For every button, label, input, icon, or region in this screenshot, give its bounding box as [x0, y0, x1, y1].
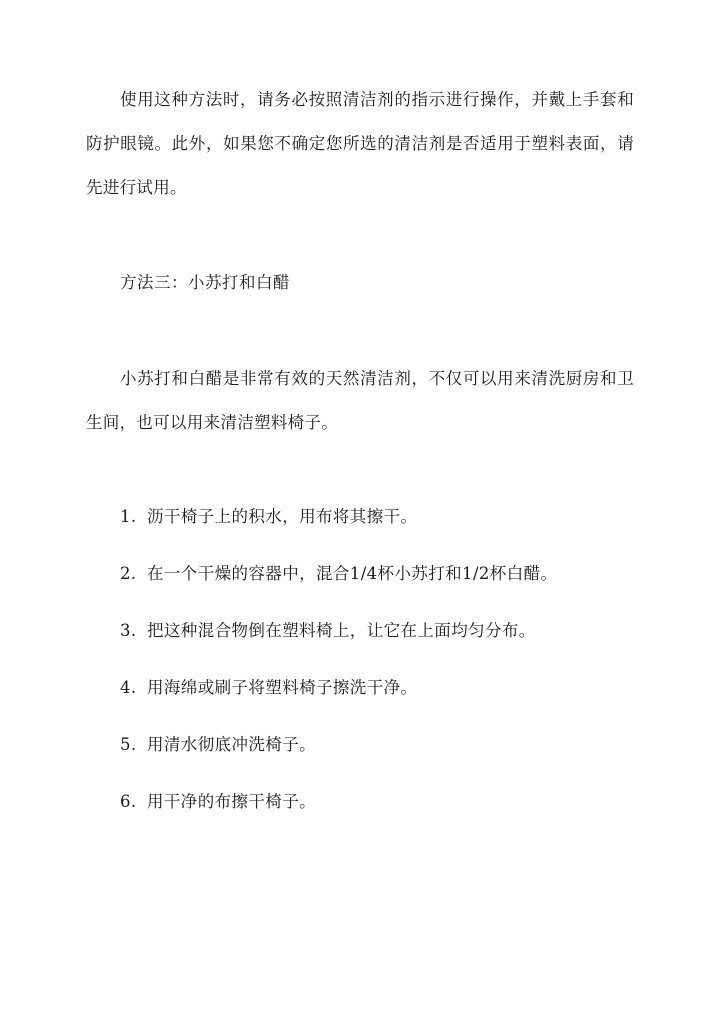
- list-item: [120, 619, 557, 676]
- step-number: 3.: [120, 621, 137, 640]
- step-number: 4.: [120, 678, 137, 697]
- step-text: 用干净的布擦干椅子。: [147, 792, 316, 811]
- list-item: [120, 733, 557, 790]
- step-text: 沥干椅子上的积水，用布将其擦干。: [147, 507, 418, 526]
- step-text: 在一个干燥的容器中，混合1/4杯小苏打和1/2杯白醋。: [147, 564, 558, 583]
- step-text: 把这种混合物倒在塑料椅上，让它在上面均匀分布。: [147, 621, 536, 640]
- step-number: 1.: [120, 507, 137, 526]
- list-item: [120, 562, 557, 619]
- step-text: 用清水彻底冲洗椅子。: [147, 735, 316, 754]
- step-number: 6.: [120, 792, 137, 811]
- step-number: 2.: [120, 564, 137, 583]
- list-item: [120, 505, 557, 562]
- list-item: [120, 676, 557, 733]
- steps-list: [120, 505, 557, 847]
- paragraph-method-3-intro: 小苏打和白醋是非常有效的天然清洁剂，不仅可以用来清洗厨房和卫生间，也可以用来清洁塑料椅子。: [86, 369, 634, 432]
- step-text: 用海绵或刷子将塑料椅子擦洗干净。: [147, 678, 418, 697]
- step-number: 5.: [120, 735, 137, 754]
- paragraph-safety-note: 使用这种方法时，请务必按照清洁剂的指示进行操作，并戴上手套和防护眼镜。此外，如果您不确定您所选的清洁剂是否适用于塑料表面，请先进行试用。: [86, 90, 634, 197]
- list-item: [120, 790, 557, 847]
- method-3-heading: 方法三：小苏打和白醋: [120, 273, 290, 292]
